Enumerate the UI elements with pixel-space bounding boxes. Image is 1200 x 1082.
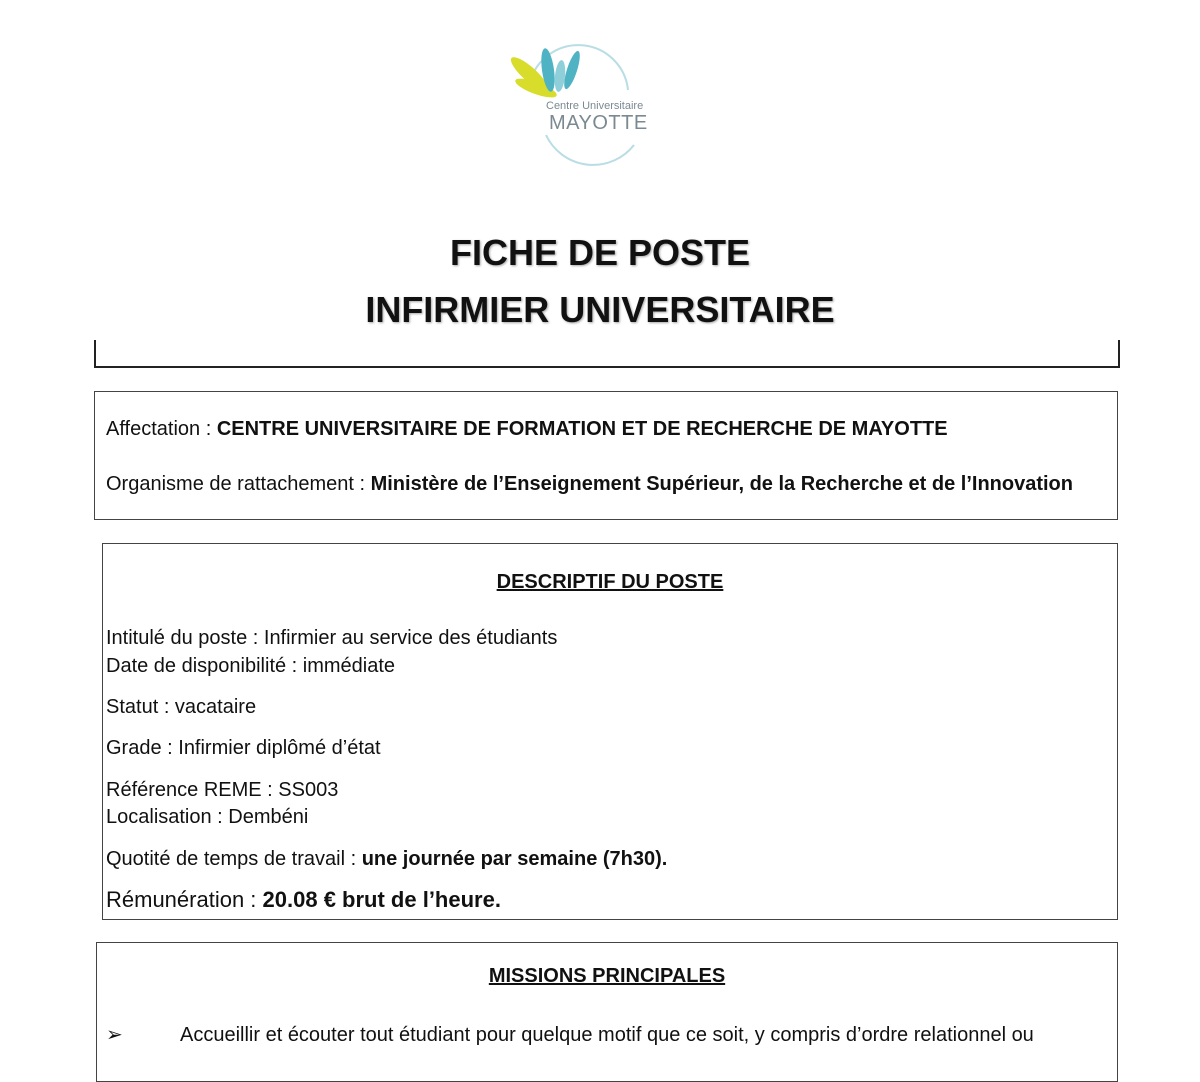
logo-text-centre: Centre Universitaire [546, 100, 644, 112]
bullet-arrow-icon: ➢ [106, 1024, 123, 1046]
mission-item: Accueillir et écouter tout étudiant pour quelque motif que ce soit, y compris d’ordre relationnel ou [180, 1024, 1034, 1046]
quotite-value: une journée par semaine (7h30). [361, 848, 668, 870]
statut-line: Statut : vacataire [106, 696, 257, 718]
logo-ring [546, 135, 634, 165]
remuneration-value: 20.08 € brut de l’heure. [262, 887, 501, 912]
descriptif-box [102, 543, 1118, 920]
disponibilite-line: Date de disponibilité : immédiate [106, 655, 396, 677]
missions-box [96, 942, 1118, 1082]
localisation-line: Localisation : Dembéni [106, 806, 309, 828]
remuneration-line [106, 888, 501, 912]
grade-line: Grade : Infirmier diplômé d’état [106, 737, 381, 759]
page-title-line1: FICHE DE POSTE [449, 232, 751, 273]
title-frame [94, 340, 1120, 368]
organisme-value: Ministère de l’Enseignement Supérieur, de la Recherche et de l’Innovation [370, 473, 1073, 495]
affectation-value: CENTRE UNIVERSITAIRE DE FORMATION ET DE RECHERCHE DE MAYOTTE [216, 418, 948, 440]
affectation-label: Affectation : [106, 418, 217, 440]
quotite-label: Quotité de temps de travail : [106, 848, 362, 870]
logo [496, 30, 660, 166]
missions-heading: MISSIONS PRINCIPALES [488, 965, 726, 987]
logo-text-mayotte: MAYOTTE [549, 112, 648, 134]
organisme-line [106, 472, 1073, 496]
logo-graphic [496, 30, 660, 166]
descriptif-heading: DESCRIPTIF DU POSTE [496, 571, 724, 593]
page-title-line2: INFIRMIER UNIVERSITAIRE [365, 289, 835, 330]
reference-line: Référence REME : SS003 [106, 779, 339, 801]
quotite-line [106, 847, 667, 871]
organisme-label: Organisme de rattachement : [106, 473, 371, 495]
intitule-line: Intitulé du poste : Infirmier au service des étudiants [106, 627, 558, 649]
affectation-box [94, 391, 1118, 520]
affectation-line [106, 417, 948, 441]
remuneration-label: Rémunération : [106, 887, 263, 912]
